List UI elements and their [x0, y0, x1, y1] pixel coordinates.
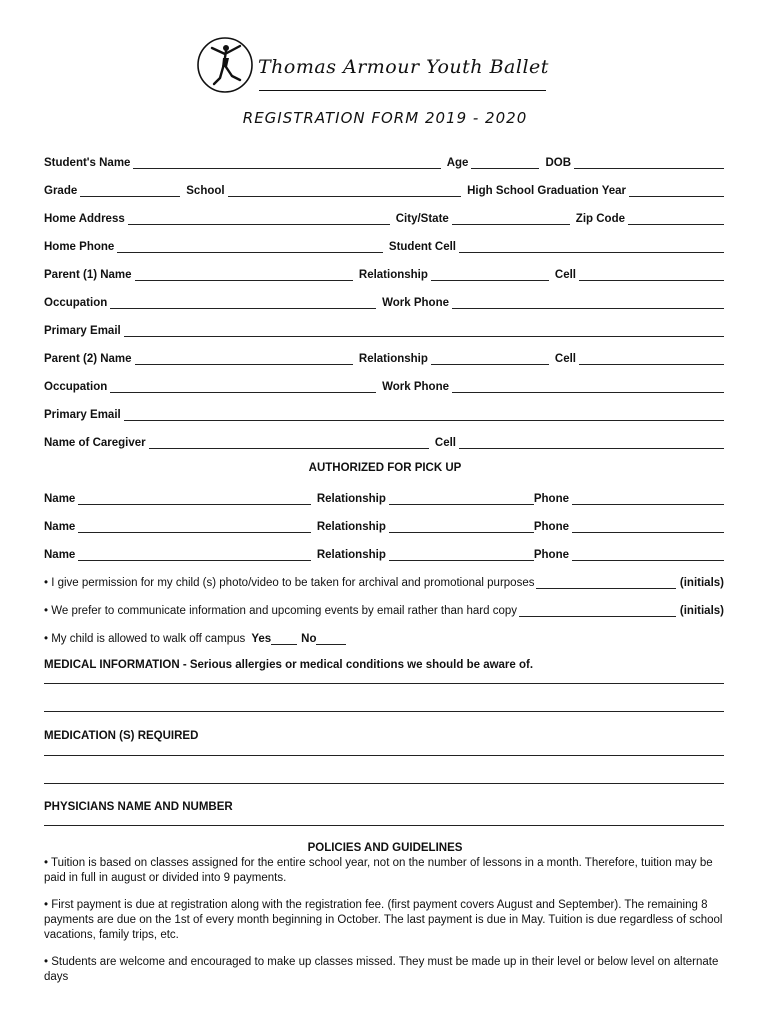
caregiver-field[interactable]	[149, 436, 429, 449]
walk-off-no-field[interactable]	[316, 632, 346, 645]
walk-off-text: • My child is allowed to walk off campus	[44, 633, 246, 645]
organization-name: Thomas Armour Youth Ballet	[258, 56, 549, 78]
medical-info-heading: MEDICAL INFORMATION - Serious allergies or medical conditions we should be aware of.	[44, 659, 534, 671]
row-email1	[44, 321, 724, 337]
policy-paragraph-1: • Tuition is based on classes assigned for the entire school year, not on the number of lessons in a month. Therefore, tuition may be paid in full in august or divided into 9 payments.	[44, 857, 713, 884]
photo-permission-text: • I give permission for my child (s) photo/video to be taken for archival and promotional purposes	[44, 577, 535, 589]
work-phone1-field[interactable]	[452, 296, 724, 309]
policy-paragraph-2: • First payment is due at registration along with the registration fee. (first payment covers August and September). The remaining 8 payments are due on the 1st of every month beginning in October. The last payment is due in May. Tuition is due regardless of school vacations, family trips, etc.	[44, 899, 723, 941]
dob-label: DOB	[545, 157, 571, 169]
parent1-relationship-label: Relationship	[358, 269, 428, 281]
work-phone2-label: Work Phone	[382, 381, 449, 393]
parent2-relationship-field[interactable]	[431, 352, 549, 365]
pickup1-phone-field[interactable]	[572, 492, 724, 505]
physicians-line[interactable]	[44, 825, 724, 826]
row-phones	[44, 237, 724, 253]
home-phone-label: Home Phone	[44, 241, 115, 253]
email-preference-row	[44, 601, 724, 617]
home-address-field[interactable]	[128, 212, 390, 225]
medication-line-1[interactable]	[44, 755, 724, 756]
parent1-cell-label: Cell	[554, 269, 576, 281]
caregiver-cell-label: Cell	[434, 437, 456, 449]
email1-field[interactable]	[124, 324, 724, 337]
pickup2-name-field[interactable]	[78, 520, 311, 533]
form-header	[196, 34, 556, 104]
walk-off-row	[44, 629, 724, 645]
student-name-label: Student's Name	[44, 157, 131, 169]
pickup3-relationship-label: Relationship	[316, 549, 386, 561]
pickup2-relationship-field[interactable]	[389, 520, 534, 533]
pickup3-name-field[interactable]	[78, 548, 311, 561]
grade-label: Grade	[44, 185, 78, 197]
row-pickup-1	[44, 489, 724, 505]
pickup2-phone-label: Phone	[533, 521, 569, 533]
parent1-cell-field[interactable]	[579, 268, 724, 281]
email-initials-field[interactable]	[519, 604, 676, 617]
student-name-field[interactable]	[133, 156, 440, 169]
pickup3-relationship-field[interactable]	[389, 548, 534, 561]
header-rule	[259, 90, 546, 91]
row-occupation1	[44, 293, 724, 309]
pickup1-phone-label: Phone	[533, 493, 569, 505]
city-state-field[interactable]	[452, 212, 570, 225]
occupation1-label: Occupation	[44, 297, 108, 309]
photo-initials-field[interactable]	[536, 576, 675, 589]
caregiver-label: Name of Caregiver	[44, 437, 146, 449]
email2-field[interactable]	[124, 408, 724, 421]
walk-off-yes-field[interactable]	[271, 632, 297, 645]
row-student-name	[44, 153, 724, 169]
pickup3-name-label: Name	[44, 549, 76, 561]
email-initials-label: (initials)	[679, 605, 724, 617]
student-cell-label: Student Cell	[388, 241, 456, 253]
medication-line-2[interactable]	[44, 783, 724, 784]
home-phone-field[interactable]	[117, 240, 383, 253]
form-title: REGISTRATION FORM 2019 - 2020	[242, 109, 528, 127]
photo-initials-label: (initials)	[679, 577, 724, 589]
home-address-label: Home Address	[44, 213, 125, 225]
pickup1-relationship-label: Relationship	[316, 493, 386, 505]
parent1-relationship-field[interactable]	[431, 268, 549, 281]
row-address	[44, 209, 724, 225]
parent1-name-label: Parent (1) Name	[44, 269, 132, 281]
parent1-name-field[interactable]	[135, 268, 353, 281]
student-cell-field[interactable]	[459, 240, 724, 253]
walk-off-no-label: No	[301, 633, 317, 645]
row-occupation2	[44, 377, 724, 393]
physicians-heading: PHYSICIANS NAME AND NUMBER	[44, 801, 233, 813]
parent2-cell-label: Cell	[554, 353, 576, 365]
medication-heading: MEDICATION (S) REQUIRED	[44, 730, 199, 742]
school-label: School	[186, 185, 225, 197]
photo-permission-row	[44, 573, 724, 589]
parent2-name-field[interactable]	[135, 352, 353, 365]
zip-field[interactable]	[628, 212, 724, 225]
work-phone2-field[interactable]	[452, 380, 724, 393]
work-phone1-label: Work Phone	[382, 297, 449, 309]
pickup1-relationship-field[interactable]	[389, 492, 534, 505]
pickup2-name-label: Name	[44, 521, 76, 533]
email1-label: Primary Email	[44, 325, 121, 337]
row-grade	[44, 181, 724, 197]
pickup2-relationship-label: Relationship	[316, 521, 386, 533]
email2-label: Primary Email	[44, 409, 121, 421]
zip-label: Zip Code	[575, 213, 625, 225]
parent2-relationship-label: Relationship	[358, 353, 428, 365]
medical-info-line-2[interactable]	[44, 711, 724, 712]
policies-title: POLICIES AND GUIDELINES	[307, 842, 463, 854]
pickup1-name-label: Name	[44, 493, 76, 505]
occupation2-label: Occupation	[44, 381, 108, 393]
pickup-title: AUTHORIZED FOR PICK UP	[308, 462, 462, 474]
row-pickup-3	[44, 545, 724, 561]
caregiver-cell-field[interactable]	[459, 436, 724, 449]
row-caregiver	[44, 433, 724, 449]
pickup2-phone-field[interactable]	[572, 520, 724, 533]
parent2-cell-field[interactable]	[579, 352, 724, 365]
walk-off-yes-label: Yes	[251, 633, 272, 645]
age-label: Age	[446, 157, 469, 169]
row-parent1	[44, 265, 724, 281]
hs-grad-field[interactable]	[629, 184, 724, 197]
occupation1-field[interactable]	[110, 296, 376, 309]
school-field[interactable]	[228, 184, 462, 197]
row-parent2	[44, 349, 724, 365]
pickup1-name-field[interactable]	[78, 492, 311, 505]
parent2-name-label: Parent (2) Name	[44, 353, 132, 365]
row-email2	[44, 405, 724, 421]
medical-info-line-1[interactable]	[44, 683, 724, 684]
grade-field[interactable]	[80, 184, 180, 197]
email-preference-text: • We prefer to communicate information and upcoming events by email rather than hard copy	[44, 605, 517, 617]
age-field[interactable]	[471, 156, 539, 169]
dob-field[interactable]	[574, 156, 724, 169]
row-pickup-2	[44, 517, 724, 533]
ballet-dancer-logo	[196, 34, 256, 96]
occupation2-field[interactable]	[110, 380, 376, 393]
pickup3-phone-field[interactable]	[572, 548, 724, 561]
policy-paragraph-3: • Students are welcome and encouraged to make up classes missed. They must be made up in their level or below level on alternate days	[44, 956, 719, 983]
city-state-label: City/State	[395, 213, 449, 225]
hs-grad-label: High School Graduation Year	[467, 185, 626, 197]
pickup3-phone-label: Phone	[533, 549, 569, 561]
